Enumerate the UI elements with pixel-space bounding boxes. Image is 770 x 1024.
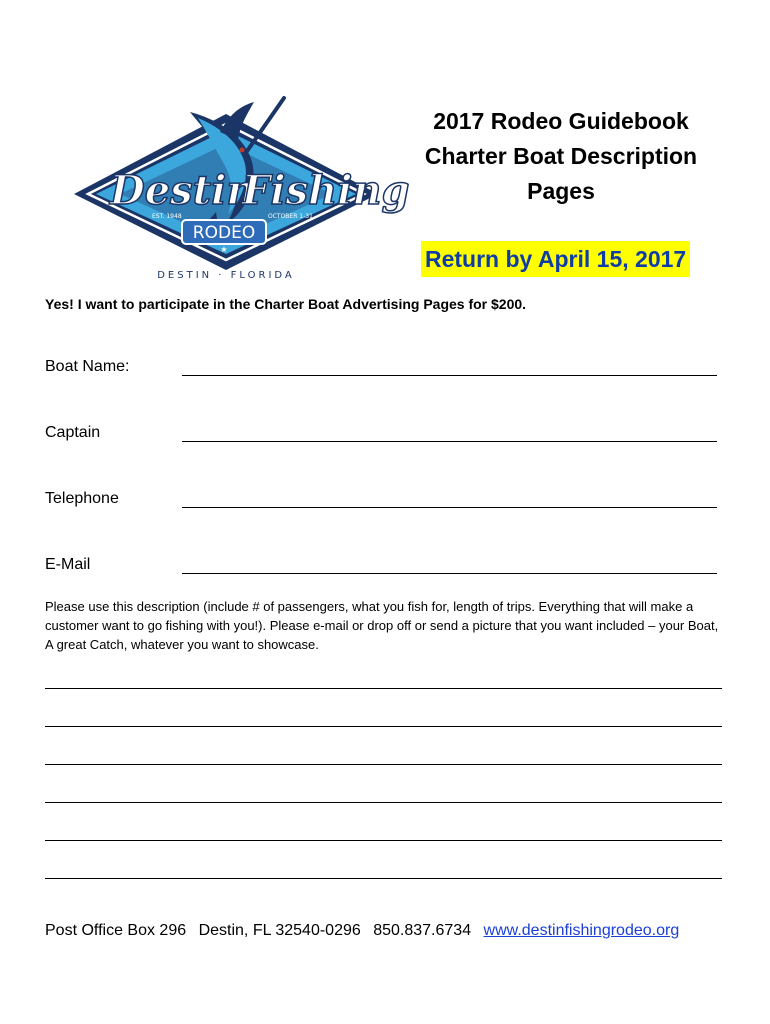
logo-est: EST. 1948	[152, 213, 182, 220]
captain-field[interactable]	[182, 427, 717, 442]
telephone-label: Telephone	[45, 490, 119, 507]
description-line[interactable]	[45, 864, 722, 879]
logo-dates: OCTOBER 1-31	[268, 213, 313, 220]
return-deadline: Return by April 15, 2017	[421, 241, 690, 277]
footer-phone: 850.837.6734	[373, 922, 472, 939]
email-label: E-Mail	[45, 556, 91, 573]
captain-label: Captain	[45, 424, 101, 441]
logo-script-destin: Destin	[110, 167, 256, 214]
destin-fishing-rodeo-logo	[70, 92, 410, 284]
email-field[interactable]	[182, 559, 717, 574]
logo-script-fishing: Fishing	[242, 167, 410, 214]
title-line-1: 2017 Rodeo Guidebook	[433, 108, 689, 134]
boat-name-label: Boat Name:	[45, 358, 130, 375]
page-title	[400, 104, 722, 209]
svg-text:★: ★	[220, 245, 228, 254]
footer-city: Destin, FL 32540-0296	[198, 922, 361, 939]
footer	[45, 922, 679, 940]
footer-address: Post Office Box 296	[45, 922, 187, 939]
participation-statement: Yes! I want to participate in the Charter Boat Advertising Pages for $200.	[45, 296, 527, 312]
description-line[interactable]	[45, 674, 722, 689]
description-line[interactable]	[45, 788, 722, 803]
description-line[interactable]	[45, 826, 722, 841]
title-line-2: Charter Boat Description	[424, 143, 698, 169]
description-instructions: Please use this description (include # of passengers, what you fish for, length of trips. Everything that will make a customer want to go fishing with you!). Please e-mail or drop off or send a picture that you want included – your Boat, A great Catch, whatever you want to showcase.	[45, 599, 719, 652]
telephone-field[interactable]	[182, 493, 717, 508]
description-line[interactable]	[45, 750, 722, 765]
title-line-3: Pages	[527, 178, 595, 204]
logo-location: DESTIN · FLORIDA	[157, 270, 295, 281]
boat-name-field[interactable]	[182, 361, 717, 376]
website-link[interactable]: www.destinfishingrodeo.org	[483, 922, 680, 939]
logo-rodeo: RODEO	[192, 223, 256, 243]
description-line[interactable]	[45, 712, 722, 727]
